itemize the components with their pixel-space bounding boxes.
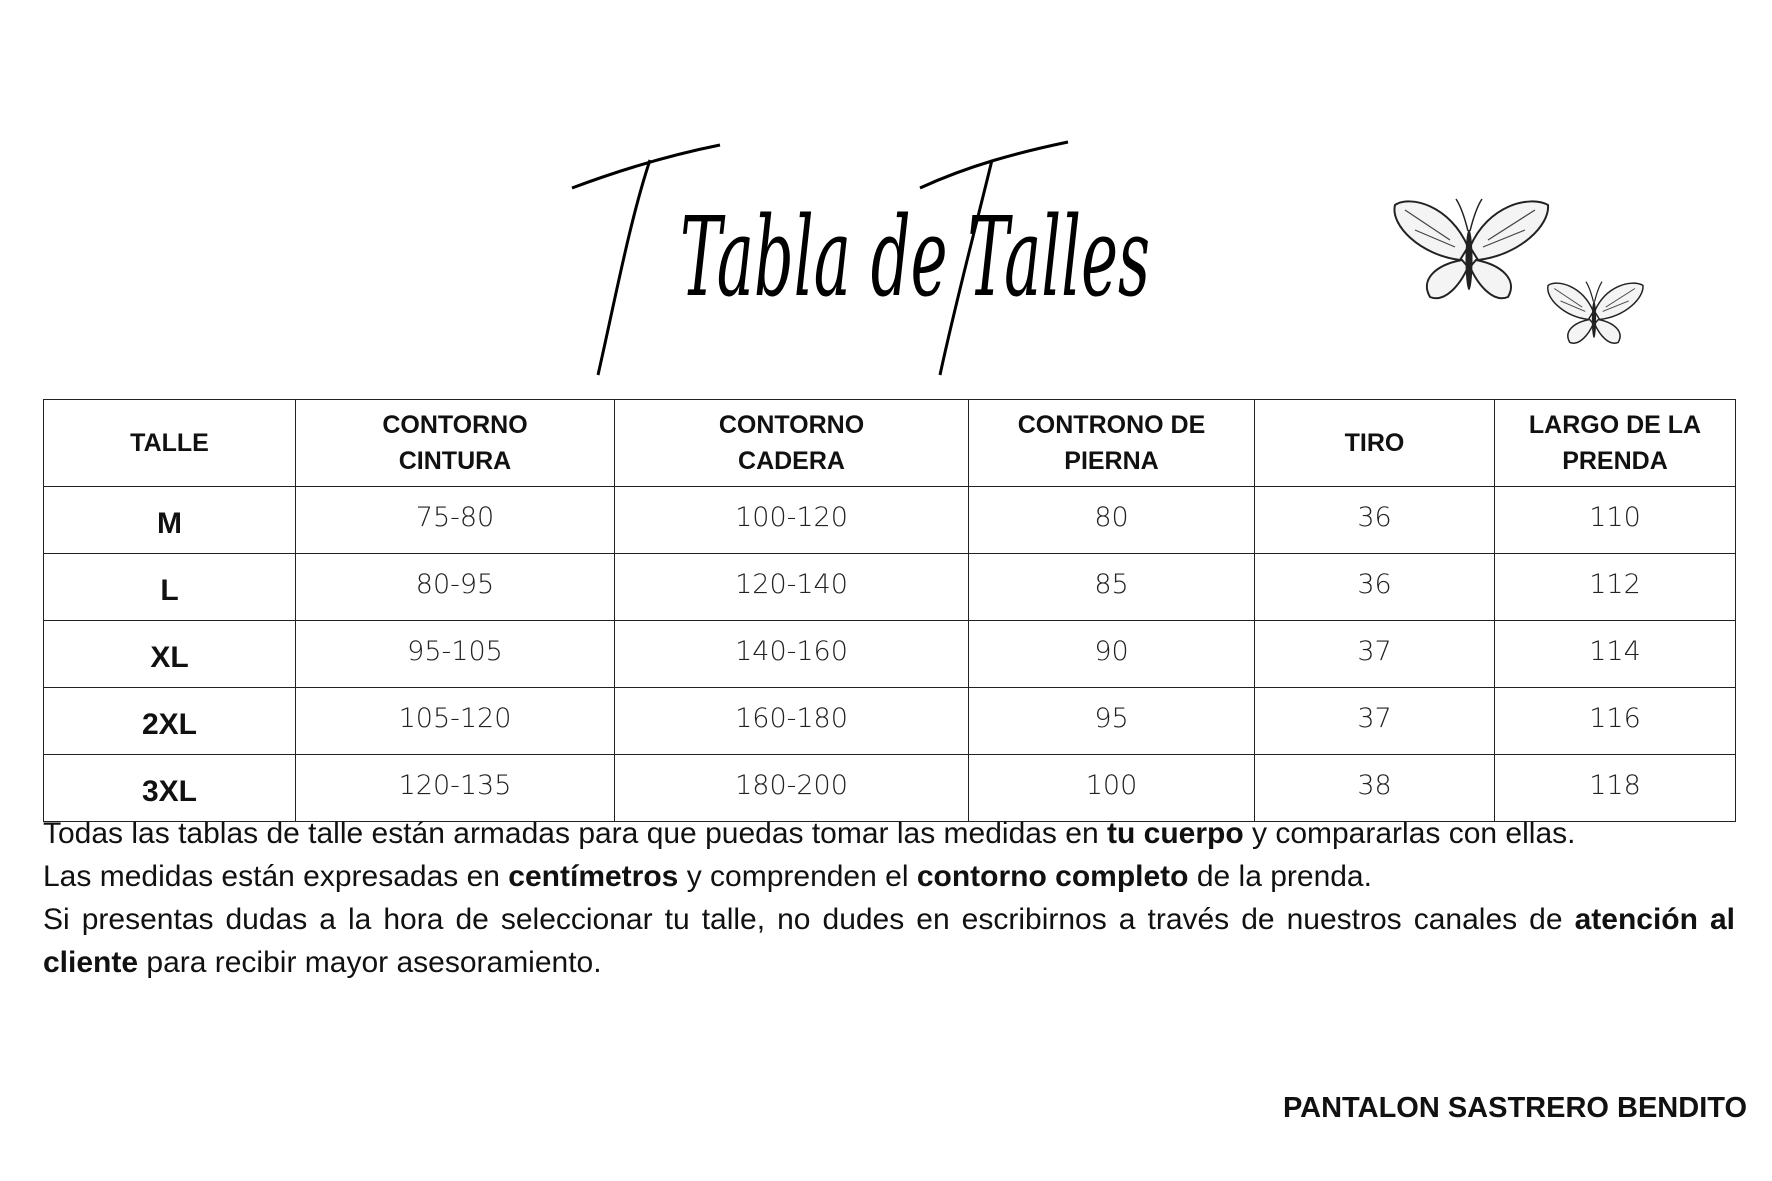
table-header-row bbox=[44, 400, 1736, 487]
table-row bbox=[44, 621, 1736, 688]
header-talle: TALLE bbox=[44, 400, 296, 487]
page-title bbox=[560, 130, 1260, 390]
table-row bbox=[44, 688, 1736, 755]
size-cell: M bbox=[44, 487, 296, 554]
size-notes bbox=[43, 812, 1735, 984]
largo-cell: 110 bbox=[1495, 487, 1736, 554]
butterflies-decoration bbox=[1390, 185, 1680, 360]
title-script bbox=[560, 130, 1260, 390]
table-row bbox=[44, 554, 1736, 621]
header-contorno-pierna: CONTRONO DE PIERNA bbox=[969, 400, 1255, 487]
cadera-cell: 180-200 bbox=[615, 755, 969, 822]
cintura-cell: 120-135 bbox=[296, 755, 615, 822]
tiro-cell: 37 bbox=[1255, 621, 1495, 688]
title-text: Tabla de Talles bbox=[680, 193, 1150, 321]
size-cell: 2XL bbox=[44, 688, 296, 755]
size-cell: 3XL bbox=[44, 755, 296, 822]
pierna-cell: 80 bbox=[969, 487, 1255, 554]
cadera-cell: 100-120 bbox=[615, 487, 969, 554]
largo-cell: 112 bbox=[1495, 554, 1736, 621]
tiro-cell: 37 bbox=[1255, 688, 1495, 755]
note-line-2: Las medidas están expresadas en centímetros y comprenden el contorno completo de la prenda. bbox=[43, 860, 1372, 893]
largo-cell: 116 bbox=[1495, 688, 1736, 755]
pierna-cell: 95 bbox=[969, 688, 1255, 755]
cadera-cell: 160-180 bbox=[615, 688, 969, 755]
size-cell: L bbox=[44, 554, 296, 621]
butterfly-icon bbox=[1394, 199, 1548, 298]
cintura-cell: 95-105 bbox=[296, 621, 615, 688]
largo-cell: 118 bbox=[1495, 755, 1736, 822]
size-cell: XL bbox=[44, 621, 296, 688]
tiro-cell: 36 bbox=[1255, 554, 1495, 621]
header-largo-prenda: LARGO DE LA PRENDA bbox=[1495, 400, 1736, 487]
cintura-cell: 105-120 bbox=[296, 688, 615, 755]
butterfly-icon bbox=[1548, 282, 1643, 343]
header-tiro: TIRO bbox=[1255, 400, 1495, 487]
size-table bbox=[43, 399, 1736, 822]
pierna-cell: 90 bbox=[969, 621, 1255, 688]
table-row bbox=[44, 487, 1736, 554]
cintura-cell: 80-95 bbox=[296, 554, 615, 621]
pierna-cell: 100 bbox=[969, 755, 1255, 822]
note-line-1: Todas las tablas de talle están armadas para que puedas tomar las medidas en tu cuerpo y compararlas con ellas. bbox=[43, 817, 1576, 850]
cadera-cell: 120-140 bbox=[615, 554, 969, 621]
pierna-cell: 85 bbox=[969, 554, 1255, 621]
product-name: PANTALON SASTRERO BENDITO bbox=[1282, 1092, 1747, 1124]
cadera-cell: 140-160 bbox=[615, 621, 969, 688]
largo-cell: 114 bbox=[1495, 621, 1736, 688]
tiro-cell: 38 bbox=[1255, 755, 1495, 822]
note-line-3: Si presentas dudas a la hora de seleccionar tu talle, no dudes en escribirnos a través de nuestros canales de atención al cliente para recibir mayor asesoramiento. bbox=[43, 903, 1735, 979]
header-contorno-cintura: CONTORNO CINTURA bbox=[296, 400, 615, 487]
cintura-cell: 75-80 bbox=[296, 487, 615, 554]
tiro-cell: 36 bbox=[1255, 487, 1495, 554]
header-contorno-cadera: CONTORNO CADERA bbox=[615, 400, 969, 487]
